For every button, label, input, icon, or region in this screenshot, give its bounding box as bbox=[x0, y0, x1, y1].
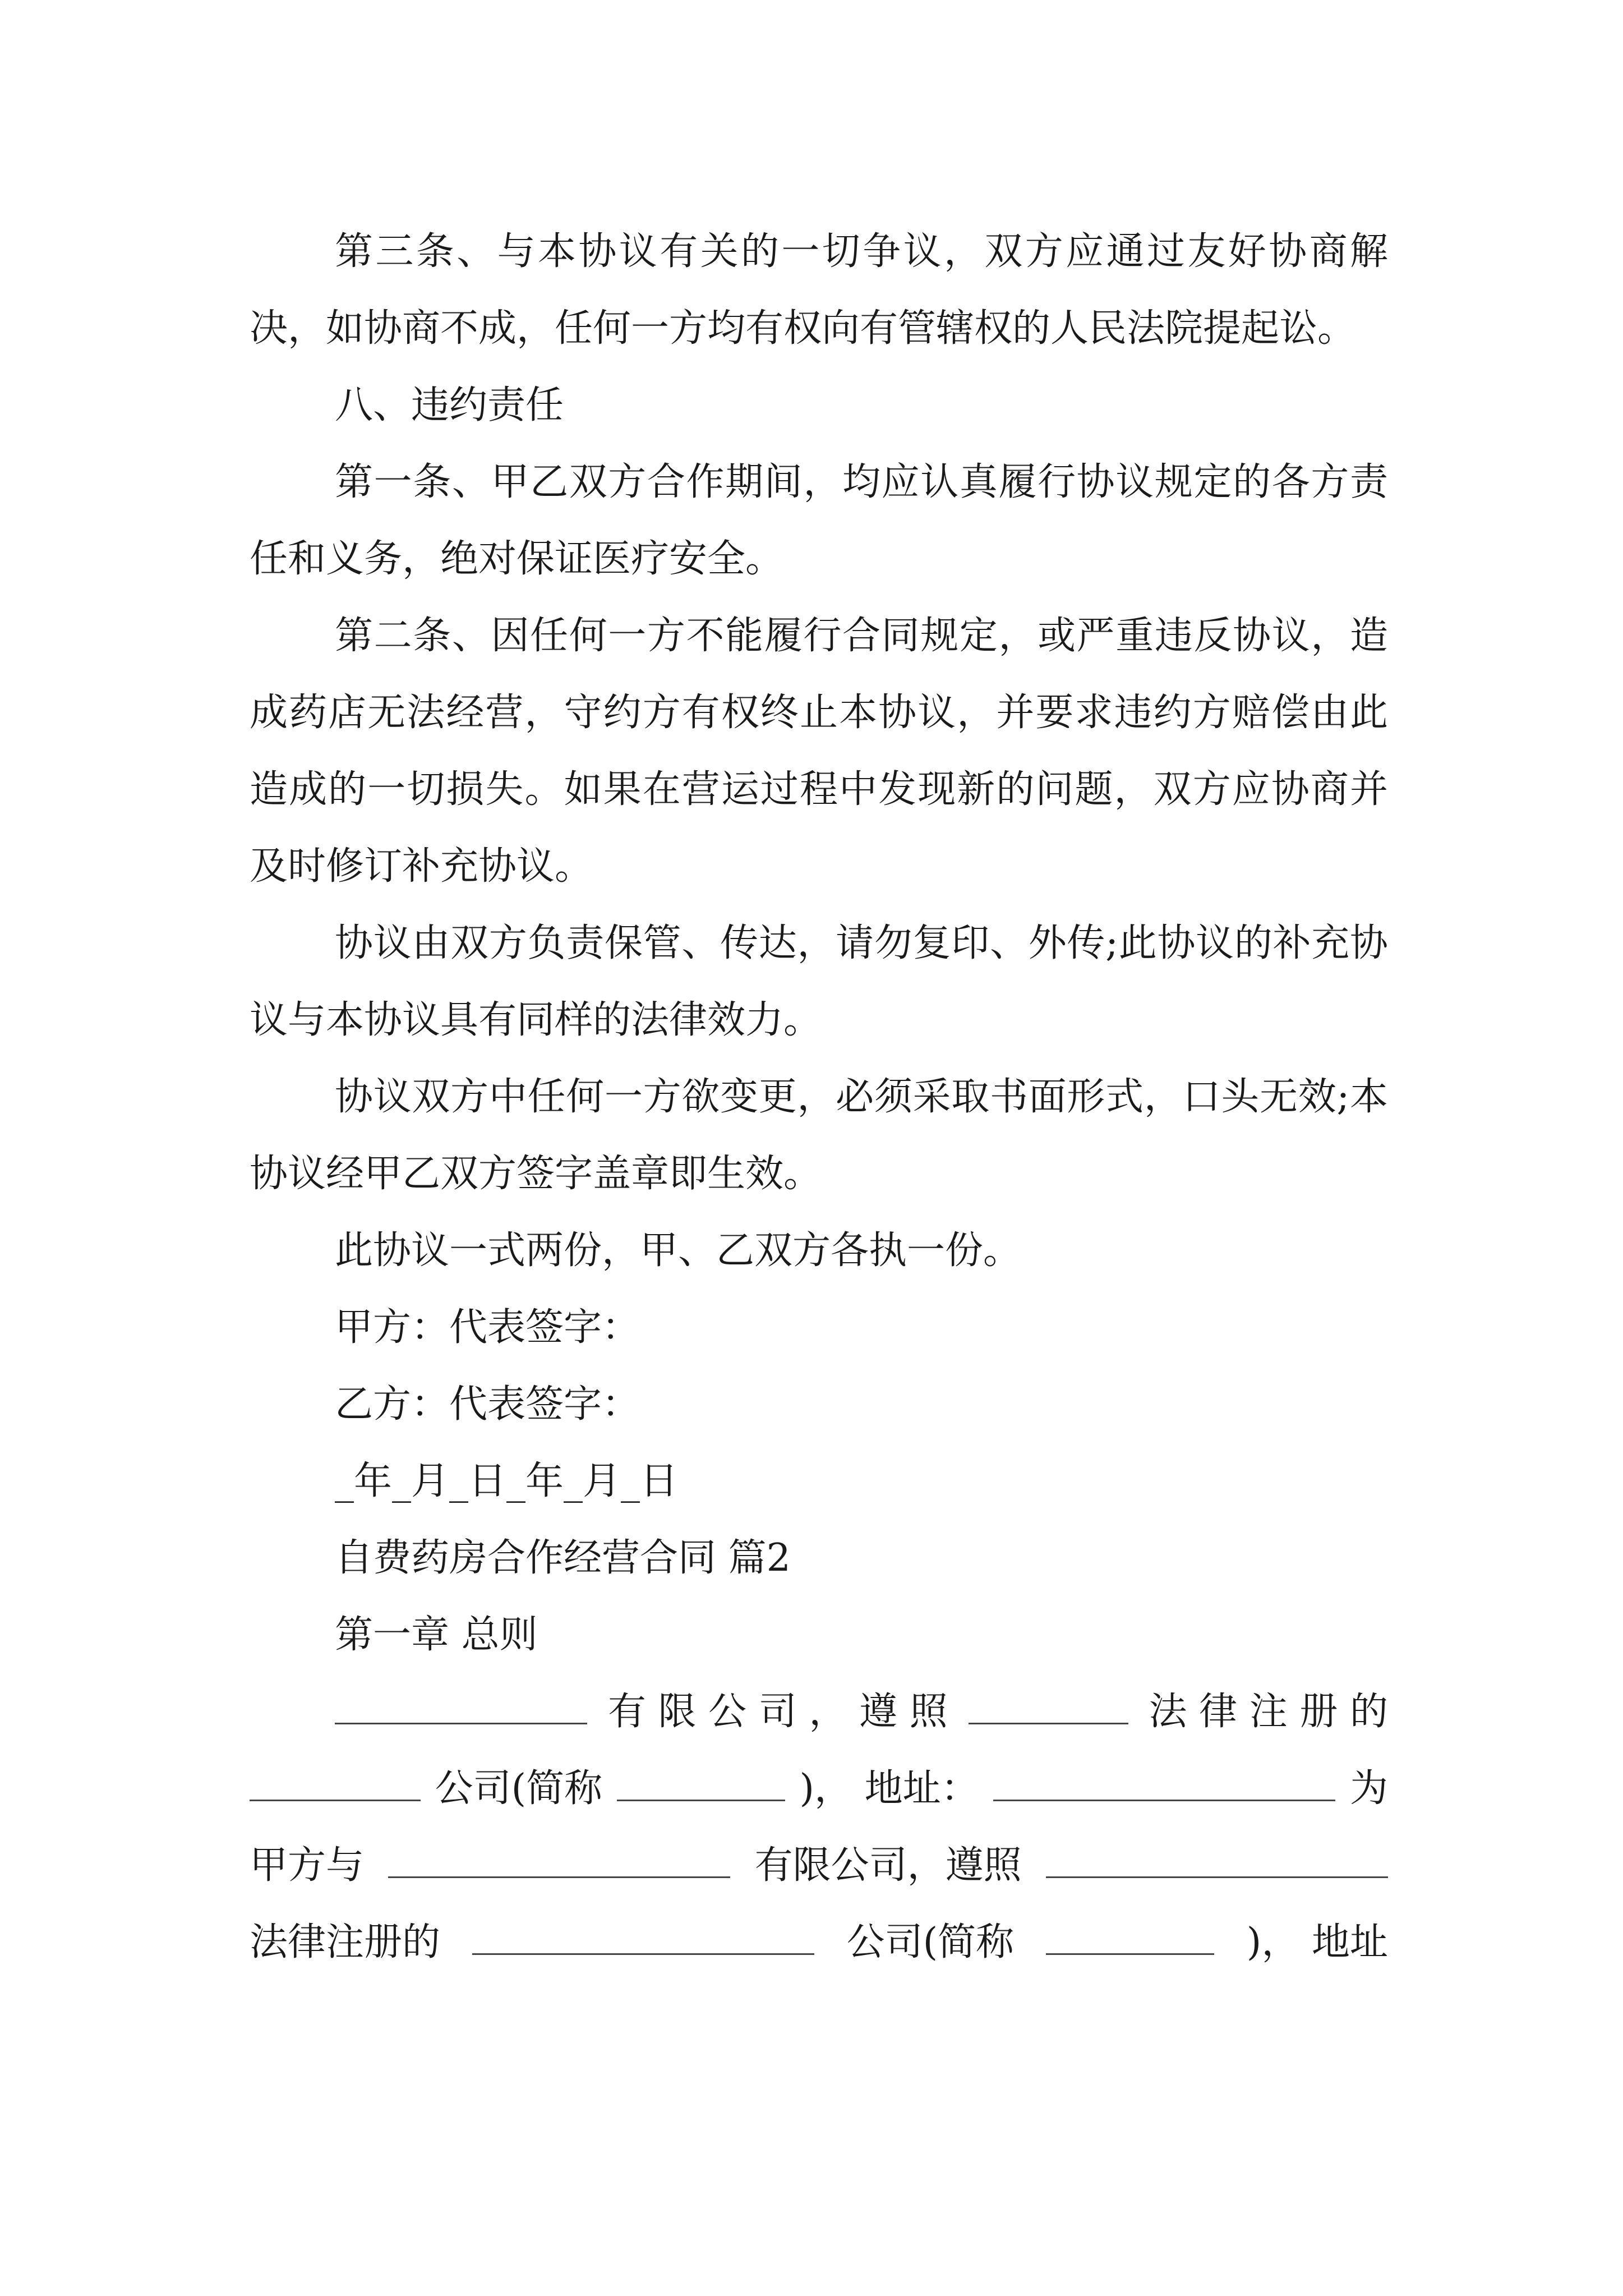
document-body bbox=[250, 213, 1388, 1981]
paragraph-copies: 此协议一式两份，甲、乙双方各执一份。 bbox=[335, 1228, 1022, 1273]
clause-fragment: 为 bbox=[1349, 1766, 1388, 1811]
clause-line-3 bbox=[250, 1827, 1388, 1904]
clause-line-2 bbox=[250, 1750, 1388, 1827]
paragraph-custody: 协议由双方负责保管、传达，请勿复印、外传;此协议的补充协议与本协议具有同样的法律效力。 bbox=[250, 921, 1388, 1042]
chapter-heading: 第一章 总则 bbox=[335, 1613, 538, 1657]
blank-short-name bbox=[617, 1766, 785, 1801]
signature-party-b: 乙方：代表签字： bbox=[335, 1382, 640, 1427]
clause-fragment: 甲方与 bbox=[250, 1843, 365, 1888]
clause-fragment: )， 地址： bbox=[799, 1766, 979, 1811]
blank-company bbox=[472, 1920, 814, 1955]
paragraph-breach-article-2: 第二条、因任何一方不能履行合同规定，或严重违反协议，造成药店无法经营，守约方有权终止本协议，并要求违约方赔偿由此造成的一切损失。如果在营运过程中发现新的问题，双方应协商并及时修订补充协议。 bbox=[250, 614, 1388, 889]
paragraph-article-3: 第三条、与本协议有关的一切争议，双方应通过友好协商解决，如协商不成，任何一方均有权向有管辖权的人民法院提起讼。 bbox=[250, 229, 1388, 351]
clause-fragment: )， 地址 bbox=[1246, 1920, 1388, 1964]
blank-company-name bbox=[335, 1689, 587, 1724]
clause-fragment: 有限公司，遵照 bbox=[754, 1843, 1022, 1888]
blank-law bbox=[1046, 1843, 1388, 1878]
clause-line-4 bbox=[250, 1904, 1388, 1981]
blank-company bbox=[250, 1766, 421, 1801]
section-heading-breach: 八、违约责任 bbox=[335, 383, 564, 427]
clause-fragment: 公司(简称 bbox=[846, 1920, 1015, 1964]
clause-fragment: 有 限 公 司 ， 遵 照 bbox=[607, 1690, 948, 1734]
blank-address bbox=[993, 1766, 1335, 1801]
paragraph-breach-article-1: 第一条、甲乙双方合作期间，均应认真履行协议规定的各方责任和义务，绝对保证医疗安全。 bbox=[250, 460, 1388, 581]
signature-party-a: 甲方：代表签字： bbox=[335, 1305, 640, 1350]
blank-company-name bbox=[388, 1843, 730, 1878]
clause-line-1 bbox=[250, 1673, 1388, 1750]
signature-dates: _年_月_日_年_月_日 bbox=[335, 1459, 679, 1503]
clause-fragment: 公司(简称 bbox=[435, 1766, 603, 1811]
contract-title: 自费药房合作经营合同 篇2 bbox=[335, 1536, 791, 1580]
paragraph-amendment: 协议双方中任何一方欲变更，必须采取书面形式，口头无效;本协议经甲乙双方签字盖章即生效。 bbox=[250, 1075, 1388, 1196]
clause-fragment: 法律注册的 bbox=[250, 1920, 441, 1964]
blank-short-name bbox=[1046, 1920, 1214, 1955]
blank-law bbox=[969, 1689, 1128, 1724]
clause-fragment: 法 律 注 册 的 bbox=[1149, 1690, 1388, 1734]
